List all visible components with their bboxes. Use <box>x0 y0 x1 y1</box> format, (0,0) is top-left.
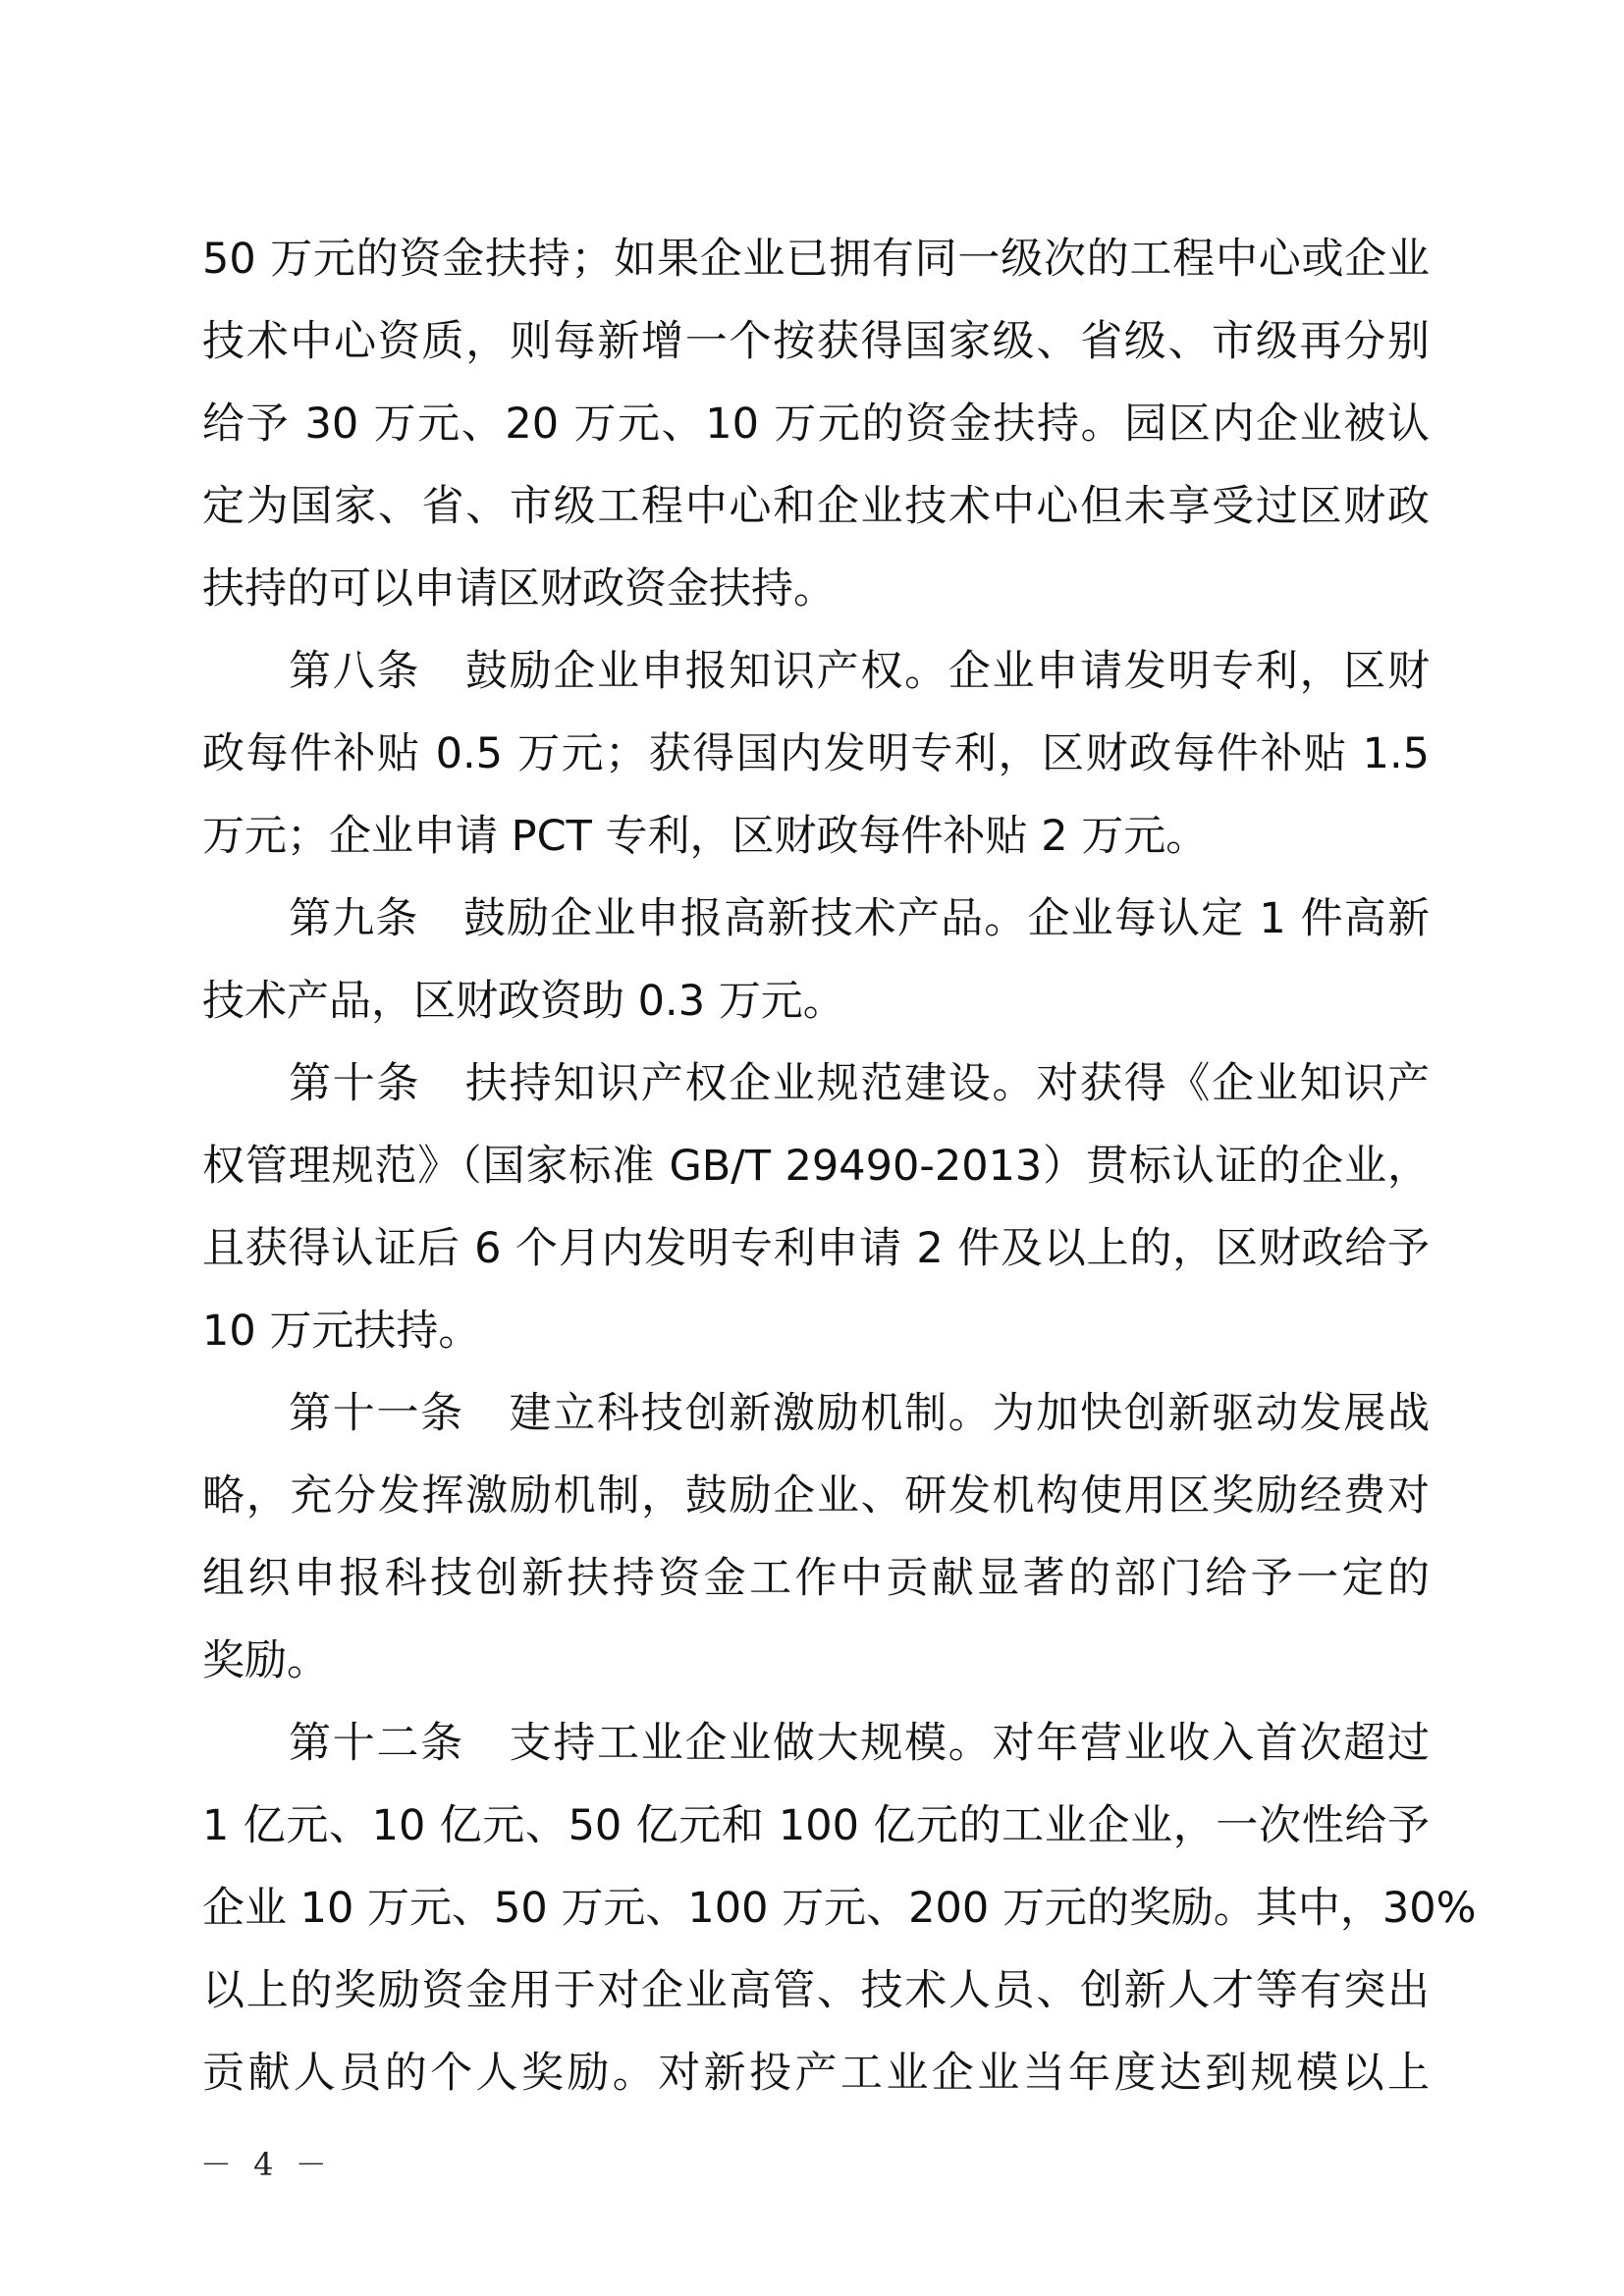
text-line: 略，充分发挥激励机制，鼓励企业、研发机构使用区奖励经费对 <box>202 1471 1430 1521</box>
text-line: 技术产品，区财政资助 0.3 万元。 <box>202 977 845 1026</box>
article-9-text: 鼓励企业申报高新技术产品。企业每认定 1 件高新 <box>461 894 1431 943</box>
text-line: 10 万元扶持。 <box>202 1307 481 1356</box>
text-line: 奖励。 <box>202 1636 329 1685</box>
article-8-text: 鼓励企业申报知识产权。企业申请发明专利，区财 <box>463 647 1431 696</box>
text-line: 且获得认证后 6 个月内发明专利申请 2 件及以上的，区财政给予 <box>202 1224 1430 1273</box>
text-line: 扶持的可以申请区财政资金扶持。 <box>202 564 836 614</box>
article-10-text: 扶持知识产权企业规范建设。对获得《企业知识产 <box>463 1059 1431 1108</box>
article-12-text: 支持工业企业做大规模。对年营业收入首次超过 <box>507 1719 1431 1768</box>
article-11-text: 建立科技创新激励机制。为加快创新驱动发展战 <box>507 1389 1431 1438</box>
text-line: 万元；企业申请 PCT 专利，区财政每件补贴 2 万元。 <box>202 812 1209 861</box>
text-line: 给予 30 万元、20 万元、10 万元的资金扶持。园区内企业被认 <box>202 400 1430 449</box>
text-line: 企业 10 万元、50 万元、100 万元、200 万元的奖励。其中，30% <box>202 1884 1477 1933</box>
text-line: 技术中心资质，则每新增一个按获得国家级、省级、市级再分别 <box>202 317 1430 366</box>
text-line: 政每件补贴 0.5 万元；获得国内发明专利，区财政每件补贴 1.5 <box>202 729 1430 778</box>
text-line: 50 万元的资金扶持；如果企业已拥有同一级次的工程中心或企业 <box>202 235 1430 284</box>
text-line: 1 亿元、10 亿元、50 亿元和 100 亿元的工业企业，一次性给予 <box>202 1801 1430 1850</box>
article-9-number: 第九条 <box>289 894 419 943</box>
article-8-heading-line <box>202 630 1430 713</box>
text-line: 组织申报科技创新扶持资金工作中贡献显著的部门给予一定的 <box>202 1554 1430 1603</box>
article-11-number: 第十一条 <box>289 1389 464 1438</box>
article-8-number: 第八条 <box>289 647 421 696</box>
body-text <box>202 218 1477 2114</box>
article-10-heading-line <box>202 1042 1430 1125</box>
article-12-heading-line <box>202 1702 1430 1785</box>
article-12-number: 第十二条 <box>289 1719 464 1768</box>
article-10-number: 第十条 <box>289 1059 421 1108</box>
text-line: 贡献人员的个人奖励。对新投产工业企业当年度达到规模以上 <box>202 2049 1430 2098</box>
text-line: 以上的奖励资金用于对企业高管、技术人员、创新人才等有突出 <box>202 1966 1430 2015</box>
text-line: 权管理规范》（国家标准 GB/T 29490-2013）贯标认证的企业， <box>202 1142 1430 1191</box>
page-number: － 4 － <box>200 2146 333 2183</box>
article-11-heading-line <box>202 1372 1430 1455</box>
article-9-heading-line <box>202 878 1430 960</box>
text-line: 定为国家、省、市级工程中心和企业技术中心但未享受过区财政 <box>202 482 1430 531</box>
